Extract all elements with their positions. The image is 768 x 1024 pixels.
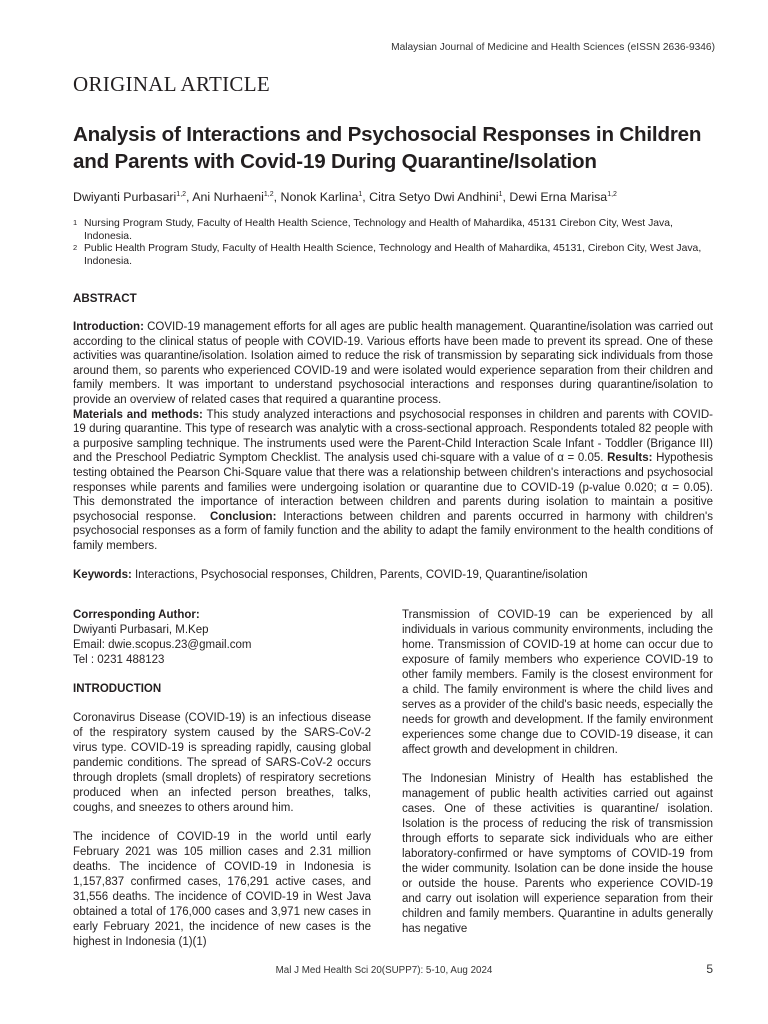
keywords-label: Keywords: <box>73 569 132 581</box>
introduction-heading: INTRODUCTION <box>73 683 162 695</box>
keywords-text: Interactions, Psychosocial responses, Children, Parents, COVID-19, Quarantine/isolation <box>131 569 588 581</box>
abstract-methods-text: This study analyzed interactions and psychosocial responses in children and parents with COVID-19 during quarantine. This type of research was analytic with a cross-sectional approach. Respondents totaled 82 people with a purposive sampling technique. The instruments used were the Parent-Child Interaction Scale Infant - Toddler (Brigance III) and the Preschool Pediatric Symptom Checklist. The analysis used chi-square with a value of α = 0.05. <box>73 408 713 465</box>
journal-header: Malaysian Journal of Medicine and Health Sciences (eISSN 2636-9346) <box>391 42 715 53</box>
affiliation-item <box>73 218 718 243</box>
abstract-results-label: Results: <box>607 452 653 465</box>
author-name: Citra Setyo Dwi Andhini <box>369 190 499 204</box>
author-affil-sup: 1 <box>498 190 503 198</box>
author-affil-sup: 1,2 <box>176 190 187 198</box>
article-type: ORIGINAL ARTICLE <box>73 72 270 96</box>
abstract-conclusion-text: Interactions between children and parents occurred in harmony with children's psychosocial responses as a form of family function and the ability to adapt the family environment to the health conditions of family members. <box>73 510 713 552</box>
author-separator: , <box>502 190 510 204</box>
corresponding-author-name: Dwiyanti Purbasari, M.Kep <box>73 624 209 636</box>
author-name: Ani Nurhaeni <box>192 190 264 204</box>
affiliation-text: Public Health Program Study, Faculty of Health Health Science, Technology and Health of Mahardika, 45131, Cirebon City, West Java, Indonesia. <box>84 243 702 267</box>
author-name: Dwiyanti Purbasari <box>73 190 177 204</box>
author-affil-sup: 1,2 <box>263 190 274 198</box>
affiliation-number: 1 <box>73 218 78 227</box>
corresponding-author-heading: Corresponding Author: <box>73 609 200 621</box>
author-separator: , <box>186 190 193 204</box>
abstract-results-text: Hypothesis testing obtained the Pearson Chi-Square value that there was a relationship between children's interactions and psychosocial responses while parents and families were undergoing isolation or quarantine due to COVID-19 (p-value 0.020; α = 0.05). This demonstrated the importance of interaction between children and parents during isolation to maintain a positive psychosocial response. <box>73 452 714 523</box>
article-title: Analysis of Interactions and Psychosocial Responses in Children and Parents with Covid-19 During Quarantine/Isolation <box>73 123 702 173</box>
corresponding-author-email: Email: dwie.scopus.23@gmail.com <box>73 639 252 651</box>
abstract-intro-label: Introduction: <box>73 321 144 333</box>
author-name: Dewi Erna Marisa <box>509 190 608 204</box>
abstract-methods-label: Materials and methods: <box>73 408 203 421</box>
abstract-body <box>73 320 713 554</box>
author-separator: , <box>362 190 370 204</box>
footer-citation: Mal J Med Health Sci 20(SUPP7): 5-10, Aug 2024 <box>275 965 493 976</box>
corresponding-author-tel: Tel : 0231 488123 <box>73 654 165 666</box>
abstract-conclusion-label: Conclusion: <box>209 510 277 523</box>
affiliation-item <box>73 243 718 268</box>
affiliation-number: 2 <box>73 243 78 253</box>
author-separator: , <box>273 190 281 204</box>
affiliations <box>73 218 718 268</box>
body-paragraph: Coronavirus Disease (COVID-19) is an infectious disease of the respiratory system caused by the SARS-CoV-2 virus type. COVID-19 is spreading rapidly, causing global pandemic conditions. The spread of SARS-CoV-2 occurs through droplets (small droplets) of respiratory secretions produced when an infected person breathes, talks, coughs, and sneezes to others around him. <box>73 712 371 814</box>
affiliation-text: Nursing Program Study, Faculty of Health Health Science, Technology and Health of Mahardika, 45131 Cirebon City, West Java, Indonesia. <box>84 218 673 242</box>
keywords <box>73 569 718 581</box>
body-paragraph: The incidence of COVID-19 in the world until early February 2021 was 105 million cases and 2.31 million deaths. The incidence of COVID-19 in Indonesia is 1,157,837 confirmed cases, 176,291 active cases, and 31,556 deaths. The incidence of COVID-19 in West Java obtained a total of 176,000 cases and 3,971 new cases in early February 2021, the incidence of new cases is the highest in Indonesia (1)(1) <box>73 831 371 948</box>
abstract-intro-text: COVID-19 management efforts for all ages are public health management. Quarantine/isolation was carried out according to the clinical status of people with COVID-19. Various efforts have been made to prevent its spread. One of these activities was quarantine/isolation. Isolation aimed to reduce the risk of transmission by separating sick individuals from those around them, so parents who experienced COVID-19 and were isolated would experience separation from their children and family members. It was important to understand psychosocial interactions and responses during quarantine/isolation to provide an overview of related cases that required a quarantine process. <box>73 321 713 406</box>
right-column <box>402 608 713 951</box>
body-paragraph: The Indonesian Ministry of Health has established the management of public health activities carried out against cases. One of these activities is quarantine/ isolation. Isolation is the process of reducing the risk of transmission through efforts to separate sick individuals who are either laboratory-confirmed or have symptoms of COVID-19 from the wider community. Isolation can be done inside the house or outside the house. Parents who experience COVID-19 and carry out isolation will experience separation from their children and family members. Quarantine in adults generally has negative <box>402 773 713 935</box>
author-affil-sup: 1,2 <box>607 190 617 198</box>
body-paragraph: Transmission of COVID-19 can be experienced by all individuals in various community environments, including the home. Transmission of COVID-19 at home can occur due to exposure of family members who experience COVID-19 to other family members. Family is the closest environment for a child. The family environment is where the child lives and serves as a provider of the child's basic needs, especially the needs for growth and development. If the family environment experiences some change due to COVID-19 disease, it can affect growth and development in children. <box>402 609 713 756</box>
author-affil-sup: 1 <box>358 190 363 198</box>
author-name: Nonok Karlina <box>280 190 359 204</box>
abstract-heading: ABSTRACT <box>73 292 137 305</box>
left-column <box>73 608 371 964</box>
page-number: 5 <box>706 962 713 976</box>
author-list <box>73 190 723 204</box>
